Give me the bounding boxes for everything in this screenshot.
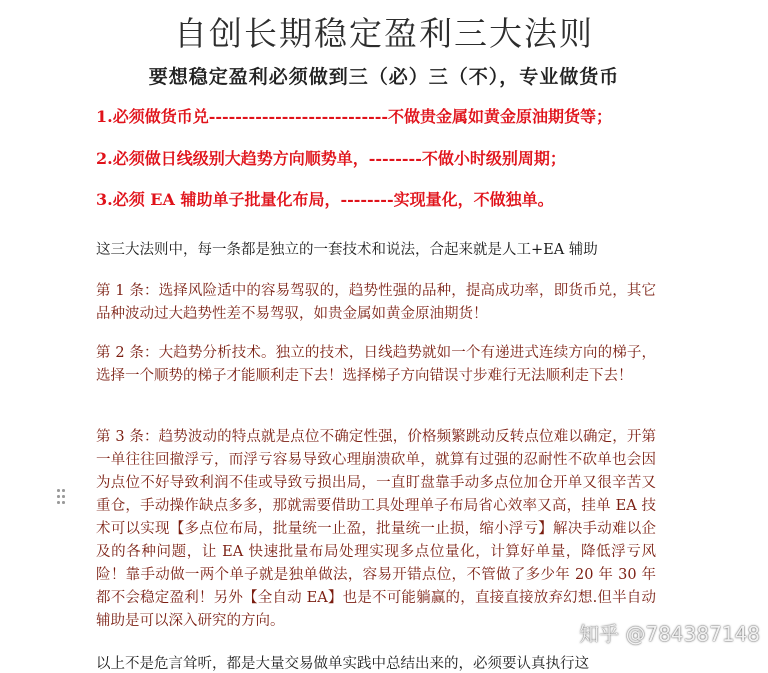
drag-handle-icon[interactable]: [57, 489, 65, 505]
intro-paragraph: 这三大法则中，每一条都是独立的一套技术和说法，合起来就是人工+EA 辅助: [96, 242, 598, 258]
clause-2: 第 2 条：大趋势分析技术。独立的技术，日线趋势就如一个有递进式连续方向的梯子，选择一个顺势的梯子才能顺利走下去！选择梯子方向错误寸步难行无法顺利走下去！: [96, 345, 656, 384]
document-title: 自创长期稳定盈利三大法则: [174, 14, 594, 53]
rule-2: 2.必须做日线级别大趋势方向顺势单，--------不做小时级别周期；: [96, 149, 566, 168]
closing-paragraph: 以上不是危言耸听，都是大量交易做单实践中总结出来的，必须要认真执行这: [96, 656, 589, 672]
rule-3: 3.必须 EA 辅助单子批量化布局，--------实现量化，不做独单。: [96, 190, 554, 209]
rule-1: 1.必须做货币兑---------------------------不做贵金属如黄金原油期货等；: [96, 107, 613, 126]
document-subtitle: 要想稳定盈利必须做到三（必）三（不），专业做货币: [148, 66, 620, 88]
clause-1: 第 1 条：选择风险适中的容易驾驭的，趋势性强的品种，提高成功率，即货币兑，其它品种波动过大趋势性差不易驾驭，如贵金属如黄金原油期货！: [96, 283, 656, 322]
watermark: 知乎 @784387148: [579, 622, 760, 646]
clause-3: 第 3 条：趋势波动的特点就是点位不确定性强，价格频繁跳动反转点位难以确定，开第一单往往回撤浮亏，而浮亏容易导致心理崩溃砍单，就算有过强的忍耐性不砍单也会因为点位不好导致利润不佳或导致亏损出局，一直盯盘靠手动多点位加仓开单又很辛苦又重仓，手动操作缺点多多，那就需要借助工具处理单子布局省心效率又高，挂单 EA 技术可以实现【多点位布局，批量统一止盈，批量统一止损，缩小浮亏】解决手动难以企及的各种问题，让 EA 快速批量布局处理实现多点位量化，计算好单量，降低浮亏风险！靠手动做一两个单子就是独单做法，容易开错点位，不管做了多少年 20 年 30 年都不会稳定盈利！另外【全自动 EA】也是不可能躺赢的，直接直接放弃幻想.但半自动辅助是可以深入研究的方向。: [96, 429, 656, 629]
